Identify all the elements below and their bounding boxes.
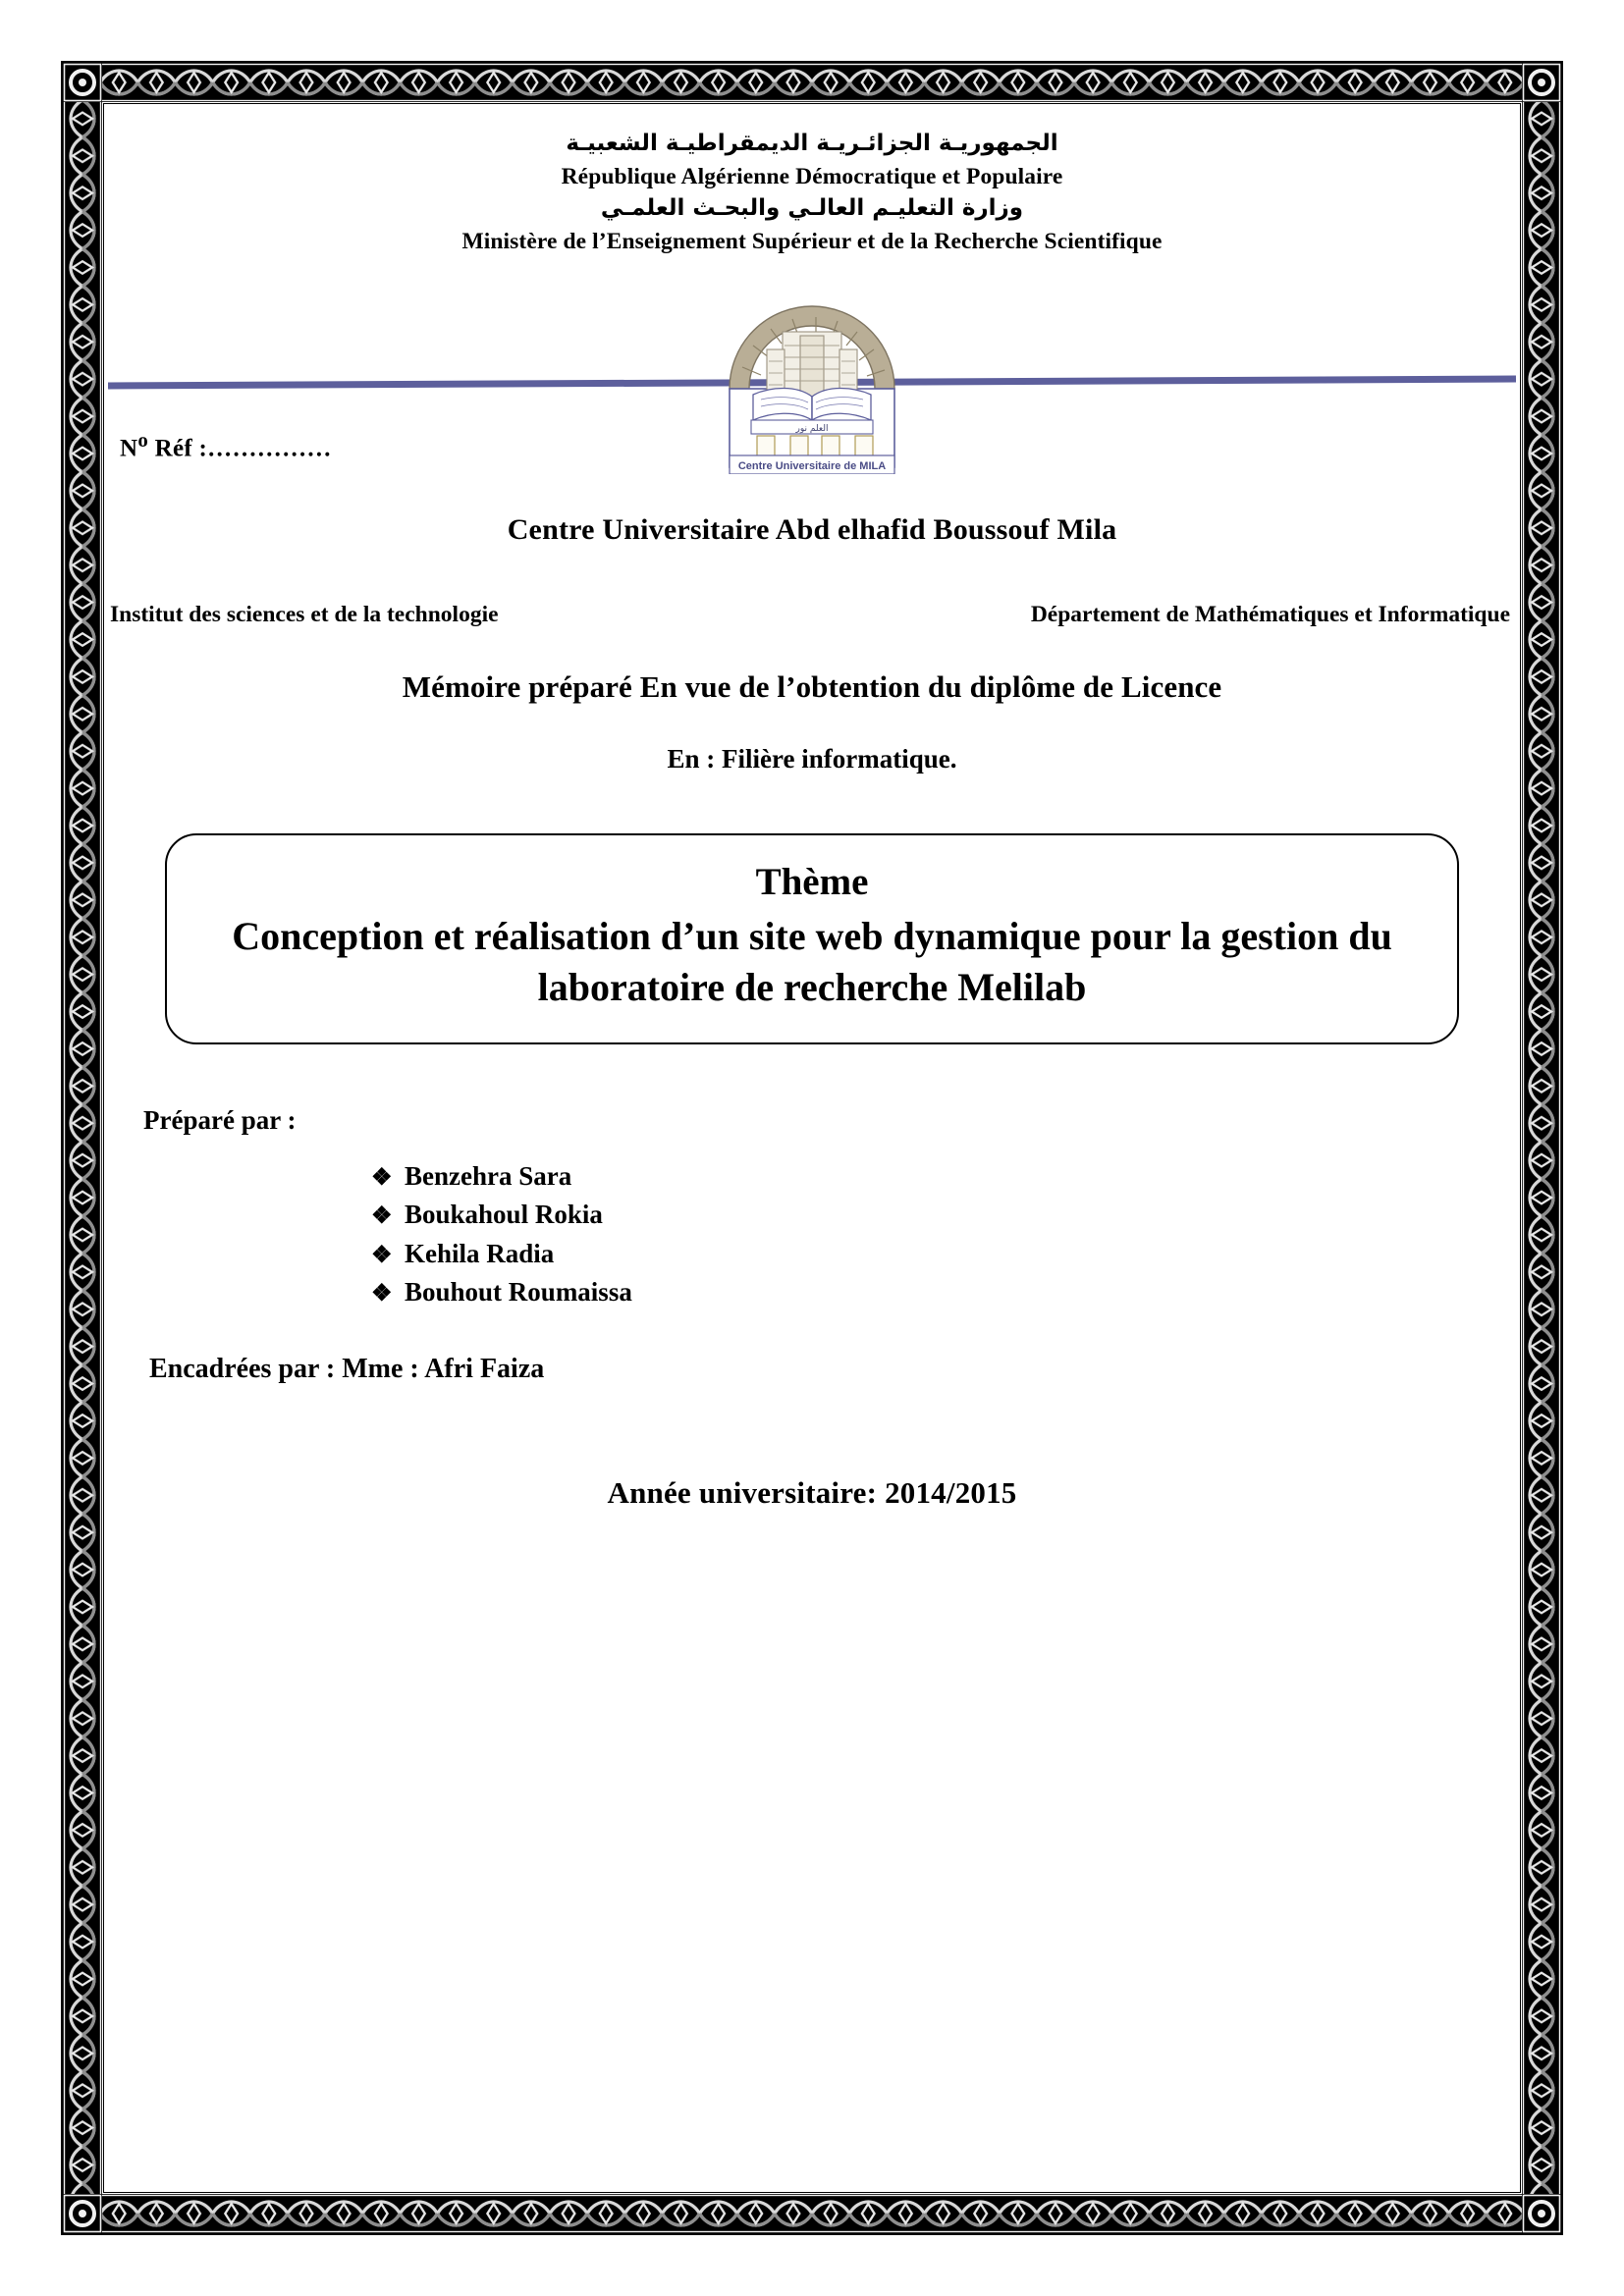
author-name: Boukahoul Rokia xyxy=(405,1200,603,1230)
header-arabic-republic: الجمهوريـة الجزائـريـة الديمقراطيـة الشعبيـة xyxy=(566,131,1058,156)
prepared-by-label: Préparé par : xyxy=(143,1104,297,1135)
reference-superscript: o xyxy=(137,427,149,452)
theme-label: Thème xyxy=(755,861,869,904)
reference-value: Réf :…………… xyxy=(148,435,332,462)
border-corner-medallion-top-right xyxy=(1522,63,1561,102)
header-french-republic: République Algérienne Démocratique et Populaire xyxy=(561,163,1063,189)
border-band-right xyxy=(1522,63,1561,2233)
list-item xyxy=(371,1196,1516,1234)
diamond-bullet-icon: ❖ xyxy=(371,1203,393,1230)
list-item xyxy=(371,1273,1516,1311)
author-name: Bouhout Roumaissa xyxy=(405,1277,632,1308)
border-corner-medallion-bottom-left xyxy=(63,2194,102,2233)
supervisor-line: Encadrées par : Mme : Afri Faiza xyxy=(149,1353,545,1384)
border-band-bottom xyxy=(63,2194,1561,2233)
border-corner-medallion-top-left xyxy=(63,63,102,102)
border-band-left xyxy=(63,63,102,2233)
author-list xyxy=(108,1157,1516,1312)
memoire-statement: Mémoire préparé En vue de l’obtention du diplôme de Licence xyxy=(402,669,1222,705)
list-item xyxy=(371,1157,1516,1196)
diamond-bullet-icon: ❖ xyxy=(371,1164,393,1191)
list-item xyxy=(371,1235,1516,1273)
header-arabic-ministry: وزارة التعليـم العالـي والبحـث العلمـي xyxy=(600,195,1024,222)
diamond-bullet-icon: ❖ xyxy=(371,1281,393,1308)
reference-label: N xyxy=(120,435,138,462)
department-name: Département de Mathématiques et Informatique xyxy=(1030,602,1510,628)
header-french-ministry: Ministère de l’Enseignement Supérieur et de la Recherche Scientifique xyxy=(461,229,1163,255)
institutional-header xyxy=(108,108,1516,257)
theme-box xyxy=(165,833,1459,1044)
academic-year: Année universitaire: 2014/2015 xyxy=(607,1474,1017,1510)
border-band-top xyxy=(63,63,1561,102)
affiliation-row xyxy=(108,602,1516,628)
author-name: Kehila Radia xyxy=(405,1238,555,1268)
theme-title: Conception et réalisation d’un site web dynamique pour la gestion du laboratoire de recherche Melilab xyxy=(232,913,1392,1009)
border-corner-medallion-bottom-right xyxy=(1522,2194,1561,2233)
author-name: Benzehra Sara xyxy=(405,1160,572,1191)
filiere-statement: En : Filière informatique. xyxy=(667,744,957,774)
svg-text:العلم نور: العلم نور xyxy=(795,423,829,434)
page-content xyxy=(108,108,1516,2188)
university-name: Centre Universitaire Abd elhafid Boussouf Mila xyxy=(507,513,1117,547)
logo-caption: Centre Universitaire de MILA xyxy=(737,459,887,472)
institute-name: Institut des sciences et de la technologie xyxy=(110,602,499,628)
logo-and-divider-zone xyxy=(108,273,1516,479)
university-logo xyxy=(706,273,918,474)
diamond-bullet-icon: ❖ xyxy=(371,1242,393,1268)
